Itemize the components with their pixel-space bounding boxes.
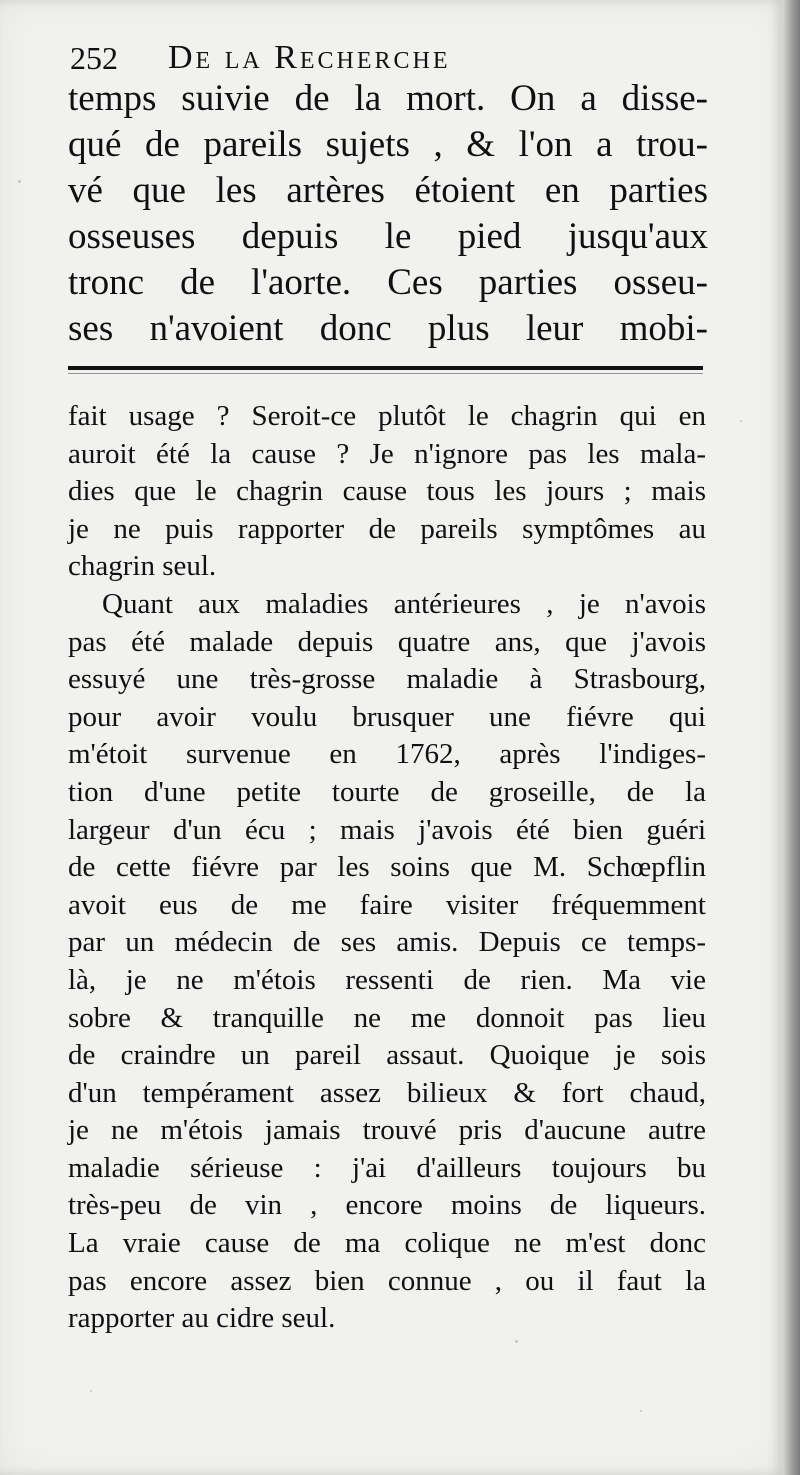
top-line: vé que les artères étoient en parties: [68, 170, 708, 211]
body-line: m'étoit survenue en 1762, après l'indiges-: [68, 738, 706, 771]
body-line: tion d'une petite tourte de groseille, de la: [68, 775, 706, 808]
body-line: La vraie cause de ma colique ne m'est donc: [68, 1227, 706, 1260]
body-line: Quant aux maladies antérieures , je n'avois: [102, 587, 706, 620]
page-number: 252: [70, 40, 118, 76]
top-line: ses n'avoient donc plus leur mobi-: [68, 308, 708, 349]
body-line: très-peu de vin , encore moins de liqueurs.: [68, 1189, 706, 1222]
body-line: essuyé une très-grosse maladie à Strasbourg,: [68, 663, 706, 696]
body-line: avoit eus de me faire visiter fréquemment: [68, 888, 706, 921]
body-line: d'un tempérament assez bilieux & fort chaud,: [68, 1076, 706, 1109]
body-line: de craindre un pareil assaut. Quoique je sois: [68, 1039, 706, 1072]
top-line: tronc de l'aorte. Ces parties osseu-: [68, 262, 708, 303]
body-line: là, je ne m'étois ressenti de rien. Ma vie: [68, 963, 706, 996]
page-header: [70, 38, 710, 78]
body-line: je ne m'étois jamais trouvé pris d'aucune autre: [68, 1114, 706, 1147]
body-line: pour avoir voulu brusquer une fiévre qui: [68, 700, 706, 733]
body-line: chagrin seul.: [68, 550, 217, 583]
body-line: de cette fiévre par les soins que M. Schœpflin: [68, 851, 706, 884]
body-line: pas été malade depuis quatre ans, que j'avois: [68, 625, 706, 658]
body-line: je ne puis rapporter de pareils symptômes au: [68, 512, 706, 545]
body-line: largeur d'un écu ; mais j'avois été bien guéri: [68, 813, 706, 846]
paper-speck: [740, 420, 742, 422]
section-rule: [68, 366, 703, 370]
body-line: pas encore assez bien connue , ou il faut la: [68, 1264, 706, 1297]
top-passage: [68, 76, 708, 352]
body-line: fait usage ? Seroit-ce plutôt le chagrin qui en: [68, 400, 706, 432]
lower-passage: [68, 398, 706, 1338]
section-rule-shadow: [68, 373, 703, 374]
body-line: auroit été la cause ? Je n'ignore pas les mala-: [68, 437, 706, 470]
paper-speck: [640, 1410, 642, 1412]
paper-speck: [515, 1340, 518, 1343]
body-line: par un médecin de ses amis. Depuis ce temps-: [68, 926, 706, 959]
body-line: sobre & tranquille ne me donnoit pas lieu: [68, 1001, 706, 1034]
body-line: rapporter au cidre seul.: [68, 1302, 336, 1335]
body-line: dies que le chagrin cause tous les jours ; mais: [68, 475, 706, 508]
page-edge-shadow: [782, 0, 800, 1475]
top-line: temps suivie de la mort. On a disse-: [68, 78, 708, 119]
running-head: De la Recherche: [168, 39, 451, 76]
paper-speck: [90, 1390, 92, 1392]
body-line: maladie sérieuse : j'ai d'ailleurs toujours bu: [68, 1151, 706, 1184]
top-line: osseuses depuis le pied jusqu'aux: [68, 216, 708, 257]
top-line: qué de pareils sujets , & l'on a trou-: [68, 124, 708, 165]
paper-speck: [18, 180, 21, 183]
